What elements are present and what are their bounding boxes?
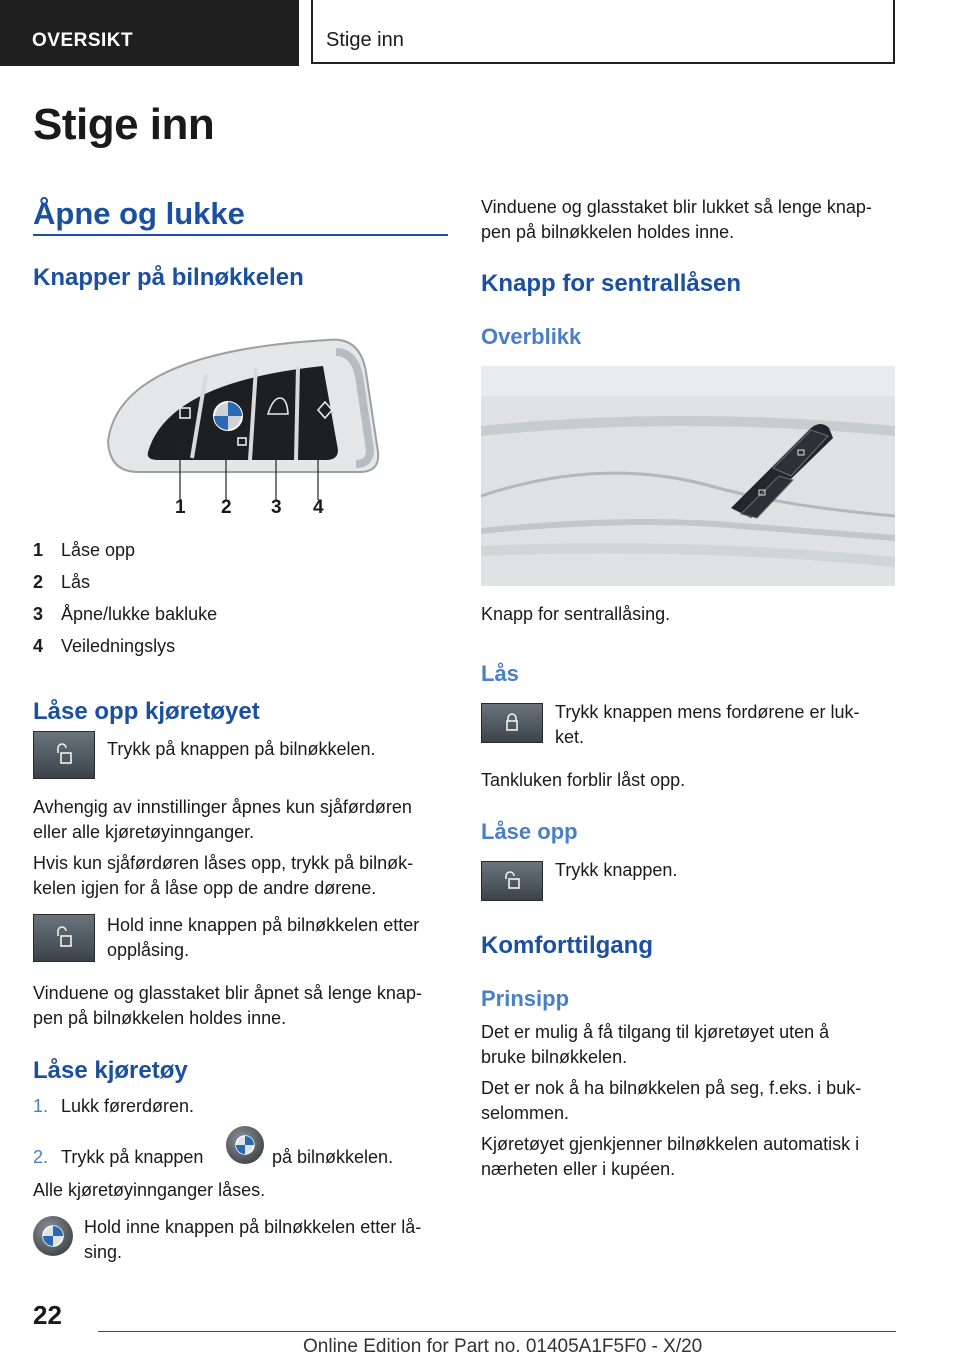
chapter-tab <box>311 0 895 64</box>
paragraph-line: kelen igjen for å låse opp de andre dørene. <box>33 878 377 898</box>
paragraph-line: pen på bilnøkkelen holdes inne. <box>33 1008 287 1028</box>
paragraph-line: selommen. <box>481 1103 570 1123</box>
lock-button-icon <box>481 703 543 743</box>
list-item: 2 Lås <box>33 572 91 592</box>
heading-unlock: Låse opp <box>481 819 578 844</box>
door-panel-illustration <box>481 366 895 586</box>
paragraph-line: nærheten eller i kupéen. <box>481 1159 676 1179</box>
callout-2: 2 <box>221 497 232 518</box>
step-text: Trykk på knappen <box>61 1147 204 1167</box>
unlock-button-icon <box>481 861 543 901</box>
callout-4: 4 <box>313 497 324 518</box>
list-item: 3 Åpne/lukke bakluke <box>33 604 218 624</box>
step-text: Lukk førerdøren. <box>61 1096 195 1116</box>
footer-edition: Online Edition for Part no. 01405A1F5F0 - X/20 <box>303 1336 703 1357</box>
paragraph-line: bruke bilnøkkelen. <box>481 1047 628 1067</box>
list-item: 1 Låse opp <box>33 540 136 560</box>
unlock-button-icon <box>33 731 95 779</box>
paragraph-line: Alle kjøretøyinnganger låses. <box>33 1180 266 1200</box>
paragraph-line: Hold inne knappen på bilnøkkelen etter <box>107 915 420 935</box>
lock-key-button-icon <box>33 1216 73 1256</box>
lock-key-button-icon <box>226 1126 264 1164</box>
paragraph-line: Det er mulig å få tilgang til kjøretøyet uten å <box>481 1022 830 1042</box>
heading-lock: Lås <box>481 661 519 686</box>
image-caption: Knapp for sentrallåsing. <box>481 604 671 624</box>
paragraph-line: Hold inne knappen på bilnøkkelen etter lå- <box>84 1217 422 1237</box>
section-tab[interactable] <box>0 0 299 66</box>
chapter-tab-label: Stige inn <box>326 29 404 51</box>
step-text: på bilnøkkelen. <box>272 1147 394 1167</box>
paragraph-line: Kjøretøyet gjenkjenner bilnøkkelen automatisk i <box>481 1134 860 1154</box>
callout-3: 3 <box>271 497 282 518</box>
paragraph-line: Vinduene og glasstaket blir lukket så lenge knap- <box>481 197 872 217</box>
heading-principle: Prinsipp <box>481 986 570 1011</box>
page-number: 22 <box>33 1300 62 1330</box>
heading-rule <box>33 234 448 236</box>
paragraph-line: ket. <box>555 727 585 747</box>
paragraph-line: opplåsing. <box>107 940 190 960</box>
heading-comfort-access: Komforttilgang <box>481 932 653 959</box>
page-title: Stige inn <box>33 100 215 149</box>
paragraph-line: Hvis kun sjåførdøren låses opp, trykk på bilnøk- <box>33 853 414 873</box>
paragraph-line: eller alle kjøretøyinnganger. <box>33 822 255 842</box>
footer-rule <box>98 1331 896 1332</box>
paragraph-line: Det er nok å ha bilnøkkelen på seg, f.eks. i buk- <box>481 1078 862 1098</box>
unlock-press-text: Trykk på knappen på bilnøkkelen. <box>107 739 376 759</box>
step-number: 2. <box>33 1147 49 1167</box>
heading-unlock-vehicle: Låse opp kjøretøyet <box>33 698 260 725</box>
callout-1: 1 <box>175 497 186 518</box>
unlock-button-icon <box>33 914 95 962</box>
paragraph-line: Trykk knappen mens fordørene er luk- <box>555 702 860 722</box>
heading-overview: Overblikk <box>481 324 582 349</box>
paragraph-line: Vinduene og glasstaket blir åpnet så lenge knap- <box>33 983 422 1003</box>
key-button-list <box>33 540 433 670</box>
section-tab-label: OVERSIKT <box>32 30 134 51</box>
list-item: 4 Veiledningslys <box>33 636 176 656</box>
paragraph-line: Avhengig av innstillinger åpnes kun sjåførdøren <box>33 797 412 817</box>
paragraph-line: pen på bilnøkkelen holdes inne. <box>481 222 735 242</box>
heading-central-lock: Knapp for sentrallåsen <box>481 270 742 297</box>
heading-lock-vehicle: Låse kjøretøy <box>33 1057 188 1084</box>
paragraph-line: Tankluken forblir låst opp. <box>481 770 686 790</box>
paragraph-line: sing. <box>84 1242 123 1262</box>
heading-key-buttons: Knapper på bilnøkkelen <box>33 264 304 291</box>
paragraph-line: Trykk knappen. <box>555 860 678 880</box>
step-number: 1. <box>33 1096 49 1116</box>
heading-open-close: Åpne og lukke <box>33 196 245 231</box>
key-fob-illustration <box>98 332 388 522</box>
